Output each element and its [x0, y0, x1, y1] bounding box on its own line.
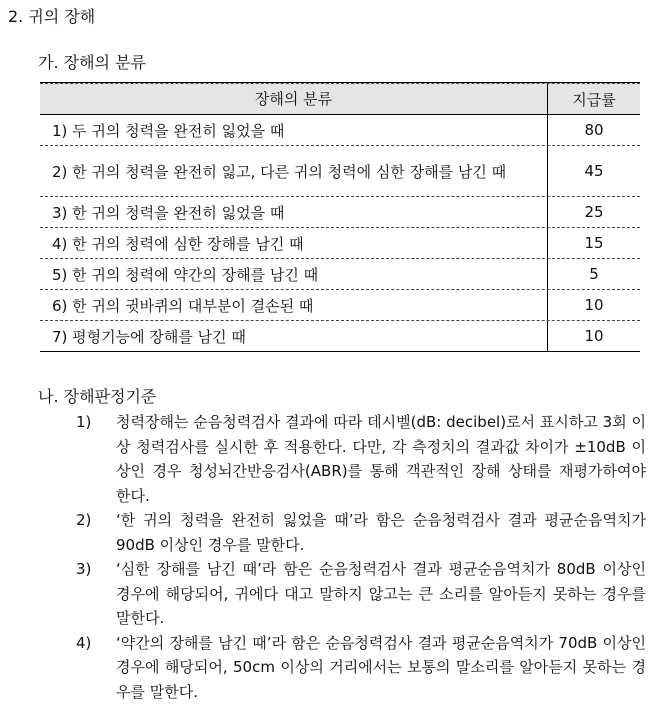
row-rate: 10	[547, 290, 640, 320]
item-number: 3)	[62, 557, 116, 631]
item-number: 1)	[62, 410, 116, 508]
table-row	[40, 115, 640, 145]
row-rate: 80	[547, 115, 640, 145]
table-row	[40, 227, 640, 258]
list-item	[62, 631, 646, 704]
row-label: 3) 한 귀의 청력을 완전히 잃었을 때	[40, 197, 547, 227]
row-label: 5) 한 귀의 청력에 약간의 장해를 남긴 때	[40, 259, 547, 289]
row-label: 2) 한 귀의 청력을 완전히 잃고, 다른 귀의 청력에 심한 장해를 남긴 때	[40, 146, 547, 196]
table-row	[40, 320, 640, 351]
criteria-list	[62, 410, 646, 704]
list-item	[62, 410, 646, 508]
section-title: 2. 귀의 장해	[8, 4, 95, 27]
row-label: 1) 두 귀의 청력을 완전히 잃었을 때	[40, 115, 547, 145]
row-rate: 5	[547, 259, 640, 289]
item-text: ‘한 귀의 청력을 완전히 잃었을 때’라 함은 순음청력검사 결과 평균순음역치가 90dB 이상인 경우를 말한다.	[116, 508, 646, 557]
item-text: ‘약간의 장해를 남긴 때’라 함은 순음청력검사 결과 평균순음역치가 70dB 이상인 경우에 해당되어, 50cm 이상의 거리에서는 보통의 말소리를 알아듣지 못하는 경우를 말한다.	[116, 631, 646, 704]
item-number: 4)	[62, 631, 116, 704]
disability-table	[40, 82, 640, 352]
header-classification: 장해의 분류	[40, 84, 547, 114]
header-rate: 지급률	[547, 84, 640, 114]
row-label: 6) 한 귀의 귓바퀴의 대부분이 결손된 때	[40, 290, 547, 320]
list-item	[62, 508, 646, 557]
item-text: ‘심한 장해를 남긴 때’라 함은 순음청력검사 결과 평균순음역치가 80dB 이상인 경우에 해당되어, 귀에다 대고 말하지 않고는 큰 소리를 알아듣지 못하는 경우를 말한다.	[116, 557, 646, 631]
table-row	[40, 196, 640, 227]
row-label: 4) 한 귀의 청력에 심한 장해를 남긴 때	[40, 228, 547, 258]
item-text: 청력장해는 순음청력검사 결과에 따라 데시벨(dB: decibel)로서 표시하고 3회 이상 청력검사를 실시한 후 적용한다. 다만, 각 측정치의 결과값 차이가 ±10dB 이상인 경우 청성뇌간반응검사(ABR)를 통해 객관적인 장해 상태를 재평가하여야 한다.	[116, 410, 646, 508]
subsection-a-title: 가. 장해의 분류	[38, 50, 146, 73]
table-row	[40, 145, 640, 196]
row-rate: 15	[547, 228, 640, 258]
list-item	[62, 557, 646, 631]
item-number: 2)	[62, 508, 116, 557]
table-row	[40, 289, 640, 320]
row-rate: 25	[547, 197, 640, 227]
row-rate: 10	[547, 321, 640, 351]
table-row	[40, 258, 640, 289]
row-rate: 45	[547, 146, 640, 196]
subsection-b-title: 나. 장해판정기준	[38, 384, 156, 407]
table-header-row	[40, 83, 640, 115]
row-label: 7) 평형기능에 장해를 남긴 때	[40, 321, 547, 351]
